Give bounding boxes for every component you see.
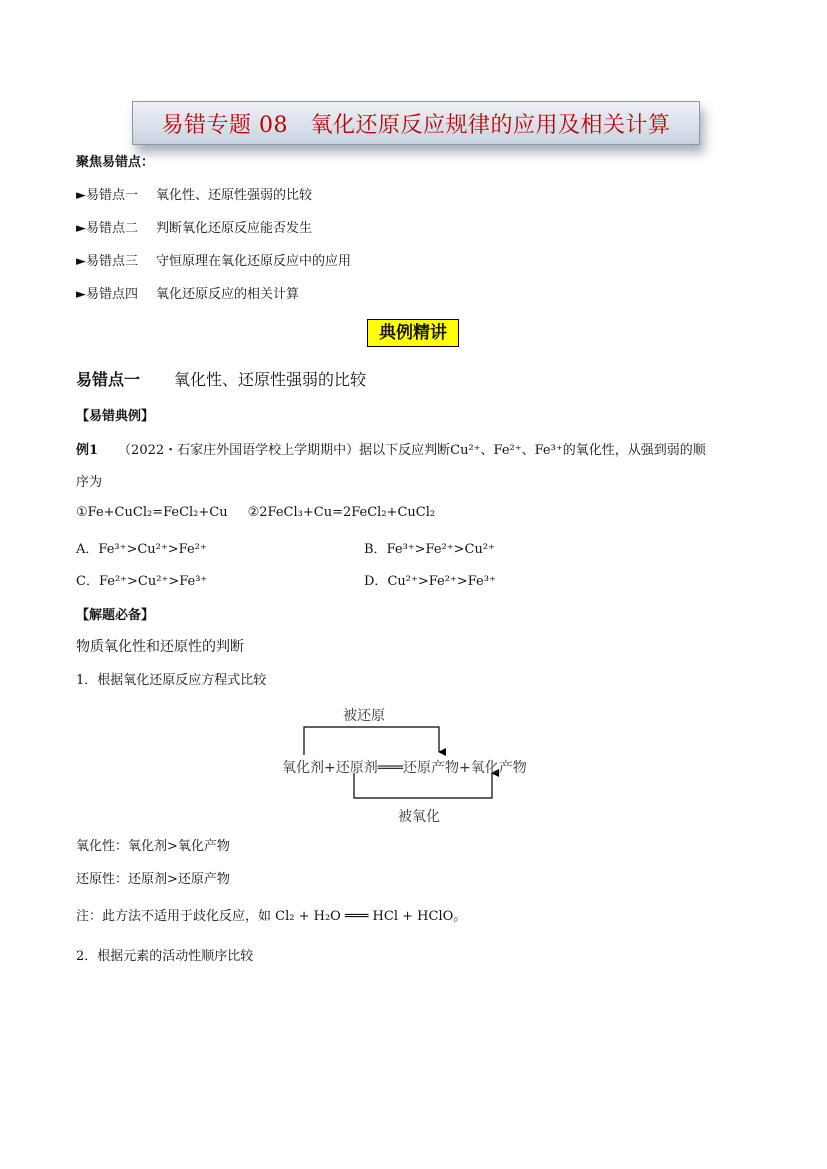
point-label: 易错点一 [76, 370, 141, 389]
rule-1: 1．根据氧化还原反应方程式比较 [76, 673, 267, 688]
page-title: 易错专题 08 氧化还原反应规律的应用及相关计算 [161, 113, 671, 138]
reduced-arrow [304, 727, 439, 755]
focus-item-text: 氧化还原反应的相关计算 [156, 287, 300, 302]
option-text: Fe³⁺>Fe²⁺>Cu²⁺ [386, 542, 495, 557]
triangle-icon: ► [76, 254, 86, 269]
option-text: Fe²⁺>Cu²⁺>Fe³⁺ [98, 574, 208, 589]
focus-item-4 [76, 283, 299, 302]
example-question-line2: 序为 [76, 475, 103, 490]
oxidized-label: 被氧化 [398, 809, 440, 825]
focus-item-text: 守恒原理在氧化还原反应中的应用 [156, 254, 352, 269]
reaction-line [76, 505, 435, 520]
option-b[interactable] [364, 538, 495, 557]
note: 注：此方法不适用于歧化反应，如 Cl₂ + H₂O ═══ HCl + HClO。 [76, 909, 467, 924]
point-text: 氧化性、还原性强弱的比较 [174, 370, 367, 389]
option-d[interactable] [364, 570, 496, 589]
oxidizing-rule: 氧化性：氧化剂>氧化产物 [76, 839, 230, 854]
focus-item-label: 易错点一 [86, 188, 139, 203]
option-text: Fe³⁺>Cu²⁺>Fe²⁺ [98, 542, 207, 557]
reaction-1: ①Fe+CuCl₂=FeCl₂+Cu [76, 505, 228, 520]
option-letter: C． [76, 574, 99, 589]
triangle-icon: ► [76, 221, 86, 236]
focus-item-3 [76, 250, 351, 269]
reduced-label: 被还原 [343, 708, 385, 724]
redox-equation: 氧化剂+还原剂═══还原产物+氧化产物 [282, 760, 527, 776]
option-c[interactable] [76, 570, 207, 589]
focus-item-label: 易错点三 [86, 254, 139, 269]
example-ions: Cu²⁺、Fe²⁺、Fe³⁺ [450, 443, 563, 458]
example-label: 例1 [76, 443, 99, 458]
focus-item-text: 判断氧化还原反应能否发生 [156, 221, 313, 236]
section-badge: 典例精讲 [367, 319, 459, 347]
focus-item-label: 易错点二 [86, 221, 139, 236]
solution-heading: 【解题必备】 [76, 608, 155, 623]
example-question [76, 439, 706, 458]
focus-item-1 [76, 184, 312, 203]
example-source: （2022・石家庄外国语学校上学期期中）据以下反应判断 [118, 443, 451, 458]
focus-item-text: 氧化性、还原性强弱的比较 [156, 188, 313, 203]
typical-example-heading: 【易错典例】 [76, 409, 155, 424]
option-letter: A． [76, 542, 99, 557]
title-banner [132, 101, 700, 145]
focus-item-label: 易错点四 [86, 287, 139, 302]
triangle-icon: ► [76, 287, 86, 302]
example-question-tail: 的氧化性，从强到弱的顺 [562, 443, 706, 458]
option-letter: D． [364, 574, 388, 589]
reducing-rule: 还原性：还原剂>还原产物 [76, 872, 230, 887]
option-a[interactable] [76, 538, 207, 557]
triangle-icon: ► [76, 188, 86, 203]
focus-item-2 [76, 217, 312, 236]
subsection-title: 物质氧化性和还原性的判断 [76, 639, 244, 655]
rule-2: 2．根据元素的活动性顺序比较 [76, 949, 254, 964]
reaction-2: ②2FeCl₃+Cu=2FeCl₂+CuCl₂ [247, 505, 436, 520]
point-heading [76, 367, 366, 390]
focus-heading: 聚焦易错点： [76, 155, 155, 170]
option-text: Cu²⁺>Fe²⁺>Fe³⁺ [387, 574, 496, 589]
option-letter: B． [364, 542, 387, 557]
